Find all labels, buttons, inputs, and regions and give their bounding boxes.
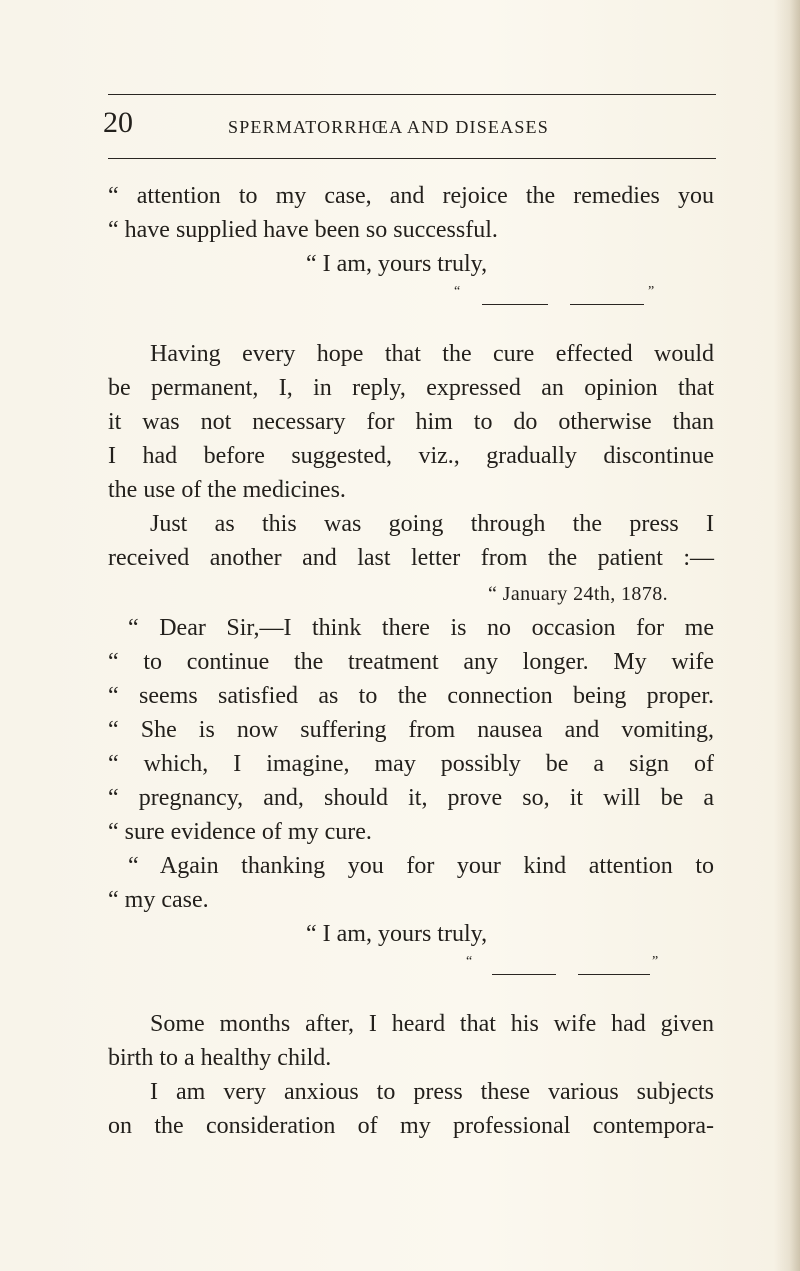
text-line: “ which, I imagine, may possibly be a sign of (108, 751, 714, 777)
text-line: “ Dear Sir,—I think there is no occasion for me (128, 615, 714, 641)
text-line: “ sure evidence of my cure. (108, 819, 372, 845)
text-line: “ to continue the treatment any longer. My wife (108, 649, 714, 675)
signature-dash (482, 304, 548, 305)
text-line: “ She is now suffering from nausea and vomiting, (108, 717, 714, 743)
open-quote: “ (466, 954, 473, 969)
text-line: I had before suggested, viz., gradually discontinue (108, 443, 714, 469)
text-line: “ Again thanking you for your kind attention to (128, 853, 714, 879)
header-bottom-rule (108, 158, 716, 159)
text-line: “ have supplied have been so successful. (108, 217, 498, 243)
text-line: it was not necessary for him to do otherwise than (108, 409, 714, 435)
text-line: “ my case. (108, 887, 209, 913)
text-line: “ attention to my case, and rejoice the remedies you (108, 183, 714, 209)
signature-dash (570, 304, 644, 305)
text-line: received another and last letter from the patient :— (108, 545, 714, 571)
close-quote: ” (648, 284, 655, 299)
letter-closing: “ I am, yours truly, (306, 251, 488, 277)
text-line: I am very anxious to press these various subjects (150, 1079, 714, 1105)
letter-date: “ January 24th, 1878. (488, 583, 669, 605)
text-line: “ seems satisfied as to the connection being proper. (108, 683, 714, 709)
signature-dash (492, 974, 556, 975)
text-line: birth to a healthy child. (108, 1045, 332, 1071)
text-line: Just as this was going through the press I (150, 511, 714, 537)
text-line: the use of the medicines. (108, 477, 346, 503)
open-quote: “ (454, 284, 461, 299)
text-line: on the consideration of my professional contempora- (108, 1113, 714, 1139)
letter-closing: “ I am, yours truly, (306, 921, 488, 947)
page-edge-shadow (774, 0, 800, 1271)
text-line: Having every hope that the cure effected would (150, 341, 714, 367)
header-top-rule (108, 94, 716, 95)
page-number: 20 (103, 106, 133, 139)
close-quote: ” (652, 954, 659, 969)
text-line: be permanent, I, in reply, expressed an opinion that (108, 375, 714, 401)
signature-placeholder (454, 282, 694, 312)
text-line: Some months after, I heard that his wife had given (150, 1011, 714, 1037)
signature-dash (578, 974, 650, 975)
running-head: SPERMATORRHŒA AND DISEASES (228, 117, 549, 137)
text-line: “ pregnancy, and, should it, prove so, it will be a (108, 785, 714, 811)
signature-placeholder (466, 952, 706, 982)
